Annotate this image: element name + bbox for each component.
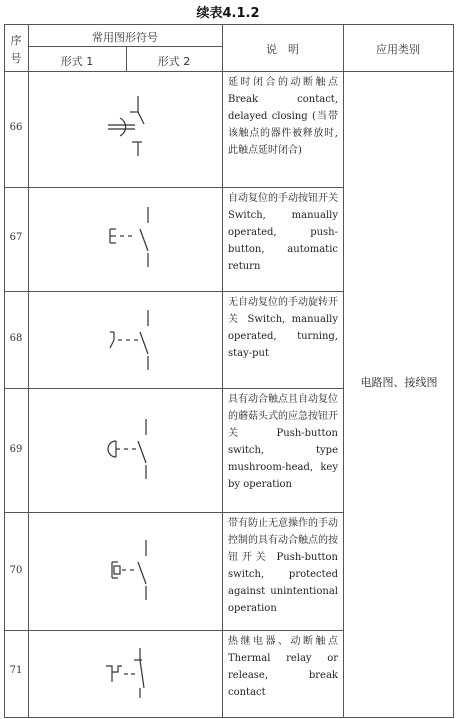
row-number: 67 <box>9 232 23 243</box>
application-category: 电路图、接线图 <box>360 376 438 389</box>
rotary-switch-icon <box>106 310 156 374</box>
header-form2: 形式 2 <box>157 55 191 68</box>
row-description: 具有动合触点且自动复位的蘑菇头式的应急按钮开关 Push-button switch, type mushroom-head, key by operation <box>228 394 338 490</box>
header-symbols: 常用图形符号 <box>92 31 158 44</box>
mushroom-head-switch-icon <box>106 419 156 483</box>
push-button-switch-icon <box>106 207 156 271</box>
row-number: 70 <box>9 565 23 576</box>
row-description: 延时闭合的动断触点 Break contact, delayed closing (当带该触点的器件被释放时, 此触点延时闭合) <box>228 77 338 156</box>
row-number: 66 <box>9 122 23 133</box>
header-form1: 形式 1 <box>60 55 94 68</box>
page-title: 续表4.1.2 <box>196 6 260 21</box>
header-description: 说 明 <box>266 43 299 56</box>
row-number: 69 <box>9 444 23 455</box>
header-category: 应用类别 <box>376 43 420 56</box>
row-description: 无自动复位的手动旋转开关 Switch, manually operated, turning, stay-put <box>228 297 338 359</box>
protected-push-button-icon <box>104 540 154 604</box>
row-description: 带有防止无意操作的手动控制的具有动合触点的按钮开关 Push-button switch, protected against unintentional operation <box>228 518 338 614</box>
row-number: 71 <box>9 665 23 676</box>
row-description: 自动复位的手动按钮开关 Switch, manually operated, push-button, automatic return <box>228 193 338 272</box>
thermal-relay-contact-icon <box>104 648 154 702</box>
header-serial: 序号 <box>10 34 22 65</box>
row-number: 68 <box>9 333 23 344</box>
row-description: 热继电器、动断触点 Thermal relay or release, break contact <box>228 636 338 698</box>
delayed-break-contact-icon <box>102 96 152 160</box>
